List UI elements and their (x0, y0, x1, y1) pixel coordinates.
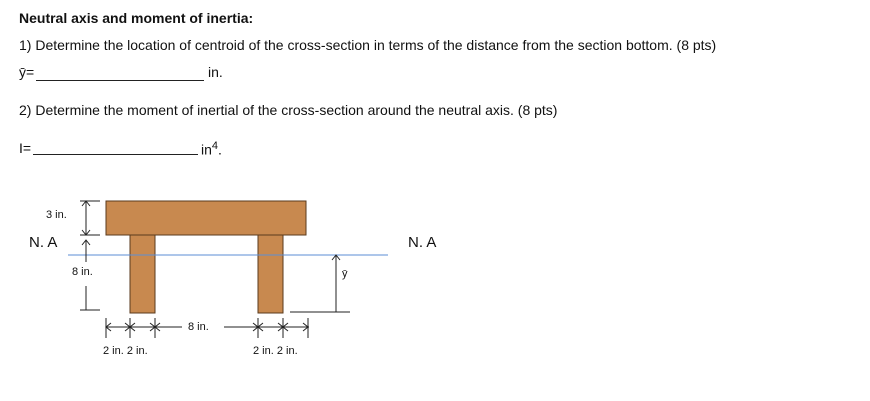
question-2-symbol: I= (19, 140, 32, 156)
web-height-label: 8 in. (72, 266, 93, 278)
question-2-unit-period: . (218, 141, 222, 158)
ybar-label: ȳ (342, 268, 348, 280)
question-1-symbol: ȳ= (19, 64, 35, 80)
question-2-unit-exponent: 4 (211, 140, 219, 152)
question-2-text: 2) Determine the moment of inertial of the cross-section around the neutral axis. (8 pts) (19, 102, 558, 118)
right-web (258, 235, 283, 313)
question-1-text: 1) Determine the location of centroid of the cross-section in terms of the distance from the section bottom. (8 pts) (19, 37, 717, 53)
page-title: Neutral axis and moment of inertia: (19, 10, 254, 26)
top-flange (106, 201, 306, 235)
question-2-unit-base: in (201, 141, 212, 158)
na-label-right: N. A (408, 234, 437, 251)
right-web-widths-label: 2 in. 2 in. (253, 345, 298, 357)
left-web-widths-label: 2 in. 2 in. (103, 345, 148, 357)
flange-height-dimension (80, 201, 100, 235)
na-label-left: N. A (29, 234, 58, 251)
left-web (130, 235, 155, 313)
flange-height-label: 3 in. (46, 209, 67, 221)
web-gap-label: 8 in. (188, 321, 209, 333)
question-1-unit: in. (208, 64, 223, 80)
ybar-dimension (290, 255, 350, 312)
